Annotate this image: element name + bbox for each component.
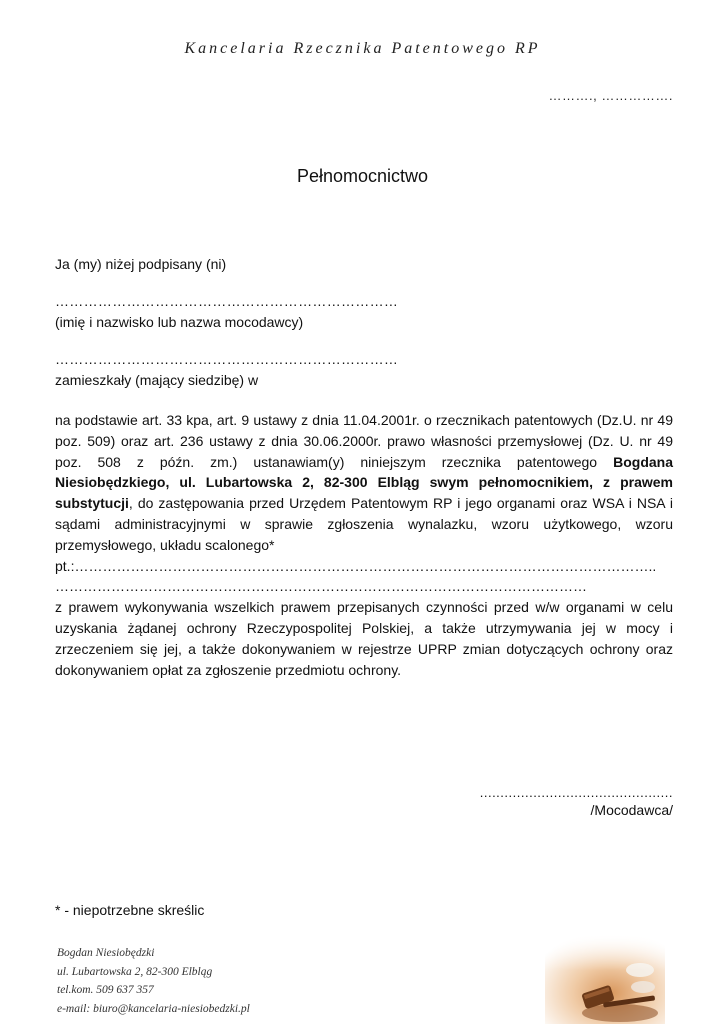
footer-phone: tel.kom. 509 637 357 — [57, 984, 154, 996]
authorization-paragraph — [55, 410, 673, 680]
footer-address-block — [57, 944, 250, 1018]
subject-title-line: pt.:…………………………………………………………………………………………………………….. — [55, 557, 657, 574]
principal-address-dots: ……………………………………………………………… — [55, 351, 399, 367]
authorization-text-1: na podstawie art. 33 kpa, art. 9 ustawy z dnia 11.04.2001r. o rzecznikach patentowych (Dz.U. nr 49 poz. 509) oraz art. 236 ustawy z dnia 30.06.2000r. prawo własności przemysłowej (Dz. U. nr 49 poz. 508 z późn. zm.) ustanawiam(y) niniejszym rzecznika patentowego — [55, 412, 673, 470]
subject-dots-line: …………………………………………………………………………………………………… — [55, 578, 587, 595]
principal-name-caption: (imię i nazwisko lub nazwa mocodawcy) — [55, 314, 304, 330]
signature-label: /Mocodawca/ — [590, 802, 673, 818]
footer-name: Bogdan Niesiobędzki — [57, 947, 155, 959]
intro-text: Ja (my) niżej podpisany (ni) — [55, 256, 227, 272]
authorization-text-2: , do zastępowania przed Urzędem Patentowym RP i jego organami oraz WSA i NSA i sądami administracyjnymi w sprawie zgłoszenia wynalazku, wzoru użytkowego, wzoru przemysłowego, układu scalonego* — [55, 495, 673, 553]
principal-name-dots: ……………………………………………………………… — [55, 293, 399, 309]
principal-address-caption: zamieszkały (mający siedzibę) w — [55, 372, 259, 388]
signature-dots: ............................................... — [479, 785, 673, 800]
gavel-image — [545, 935, 665, 1024]
letterhead: Kancelaria Rzecznika Patentowego RP — [184, 40, 541, 57]
scope-paragraph: z prawem wykonywania wszelkich prawem przepisanych czynności przed w/w organami w celu uzyskania żądanej ochrony Rzeczypospolitej Polskiej, a także utrzymywania jej w mocy i zrzeczeniem się jej, a także dokonywaniem w rejestrze UPRP zmian dotyczących ochrony oraz dokonywaniem opłat za zgłoszenie przedmiotu ochrony. — [55, 599, 673, 678]
footer-street: ul. Lubartowska 2, 82-300 Elbląg — [57, 965, 213, 978]
place-date-field: ………., ……………. — [548, 88, 673, 103]
footer-email: e-mail: biuro@kancelaria-niesiobedzki.pl — [57, 1002, 250, 1015]
document-title: Pełnomocnictwo — [296, 166, 429, 186]
attorney-details: Bogdana Niesiobędzkiego, ul. Lubartowska 2, 82-300 Elbląg swym pełnomocnikiem, z prawem substytucji — [55, 453, 673, 512]
footnote: * - niepotrzebne skreślic — [55, 902, 205, 918]
